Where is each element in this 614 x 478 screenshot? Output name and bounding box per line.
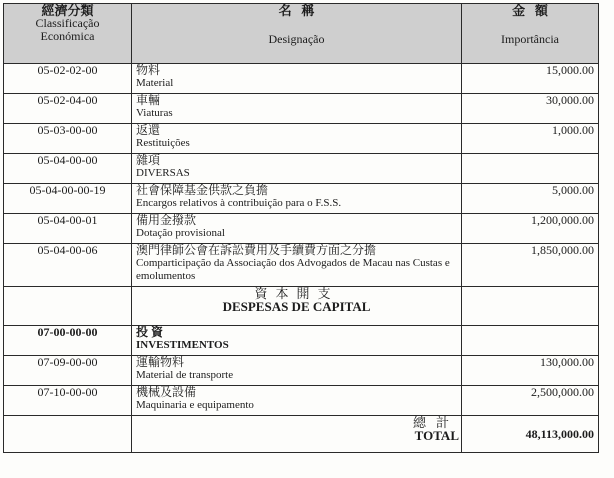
row-designation: 投 資 INVESTIMENTOS	[132, 326, 462, 356]
row-code: 05-02-04-00	[4, 94, 132, 124]
row-amount: 2,500,000.00	[462, 386, 599, 416]
budget-table	[3, 3, 599, 453]
header-designation: 名 稱 Designação	[132, 4, 462, 64]
row-amount: 30,000.00	[462, 94, 599, 124]
row-amount: 5,000.00	[462, 184, 599, 214]
row-designation: 社會保障基金供款之負擔 Encargos relativos à contribuição para o F.S.S.	[132, 184, 462, 214]
row-designation: 澳門律師公會在訴訟費用及手續費方面之分擔 Comparticipação da Associação dos Advogados de Macau nas Custas e emolumentos	[132, 244, 462, 287]
total-amount: 48,113,000.00	[462, 416, 599, 453]
section-heading: 資本開支 DESPESAS DE CAPITAL	[132, 287, 462, 326]
row-code: 07-10-00-00	[4, 386, 132, 416]
header-classification: 經濟分類 Classificação Económica	[4, 4, 132, 64]
row-amount: 1,200,000.00	[462, 214, 599, 244]
table-row	[4, 244, 599, 287]
total-label: 總計 TOTAL	[132, 416, 462, 453]
row-amount: 15,000.00	[462, 64, 599, 94]
row-designation: 返還 Restituições	[132, 124, 462, 154]
row-amount: 130,000.00	[462, 356, 599, 386]
table-row	[4, 94, 599, 124]
total-row	[4, 416, 599, 453]
row-designation: 運輸物料 Material de transporte	[132, 356, 462, 386]
header-amount: 金 額 Importância	[462, 4, 599, 64]
table-row	[4, 386, 599, 416]
row-designation: 機械及設備 Maquinaria e equipamento	[132, 386, 462, 416]
row-amount	[462, 326, 599, 356]
row-amount	[462, 154, 599, 184]
row-designation: 物料 Material	[132, 64, 462, 94]
table-row	[4, 326, 599, 356]
row-code: 05-03-00-00	[4, 124, 132, 154]
table-row	[4, 184, 599, 214]
row-code: 05-04-00-06	[4, 244, 132, 287]
table-row	[4, 64, 599, 94]
table-row	[4, 214, 599, 244]
row-designation: 備用金撥款 Dotação provisional	[132, 214, 462, 244]
row-code: 07-09-00-00	[4, 356, 132, 386]
row-designation: 雜項 DIVERSAS	[132, 154, 462, 184]
row-amount: 1,000.00	[462, 124, 599, 154]
row-code: 05-02-02-00	[4, 64, 132, 94]
row-amount: 1,850,000.00	[462, 244, 599, 287]
section-heading-row	[4, 287, 599, 326]
row-code: 05-04-00-01	[4, 214, 132, 244]
row-code: 07-00-00-00	[4, 326, 132, 356]
row-designation: 車輛 Viaturas	[132, 94, 462, 124]
table-row	[4, 154, 599, 184]
table-row	[4, 356, 599, 386]
row-code: 05-04-00-00-19	[4, 184, 132, 214]
table-header	[4, 4, 599, 64]
table-row	[4, 124, 599, 154]
row-code: 05-04-00-00	[4, 154, 132, 184]
